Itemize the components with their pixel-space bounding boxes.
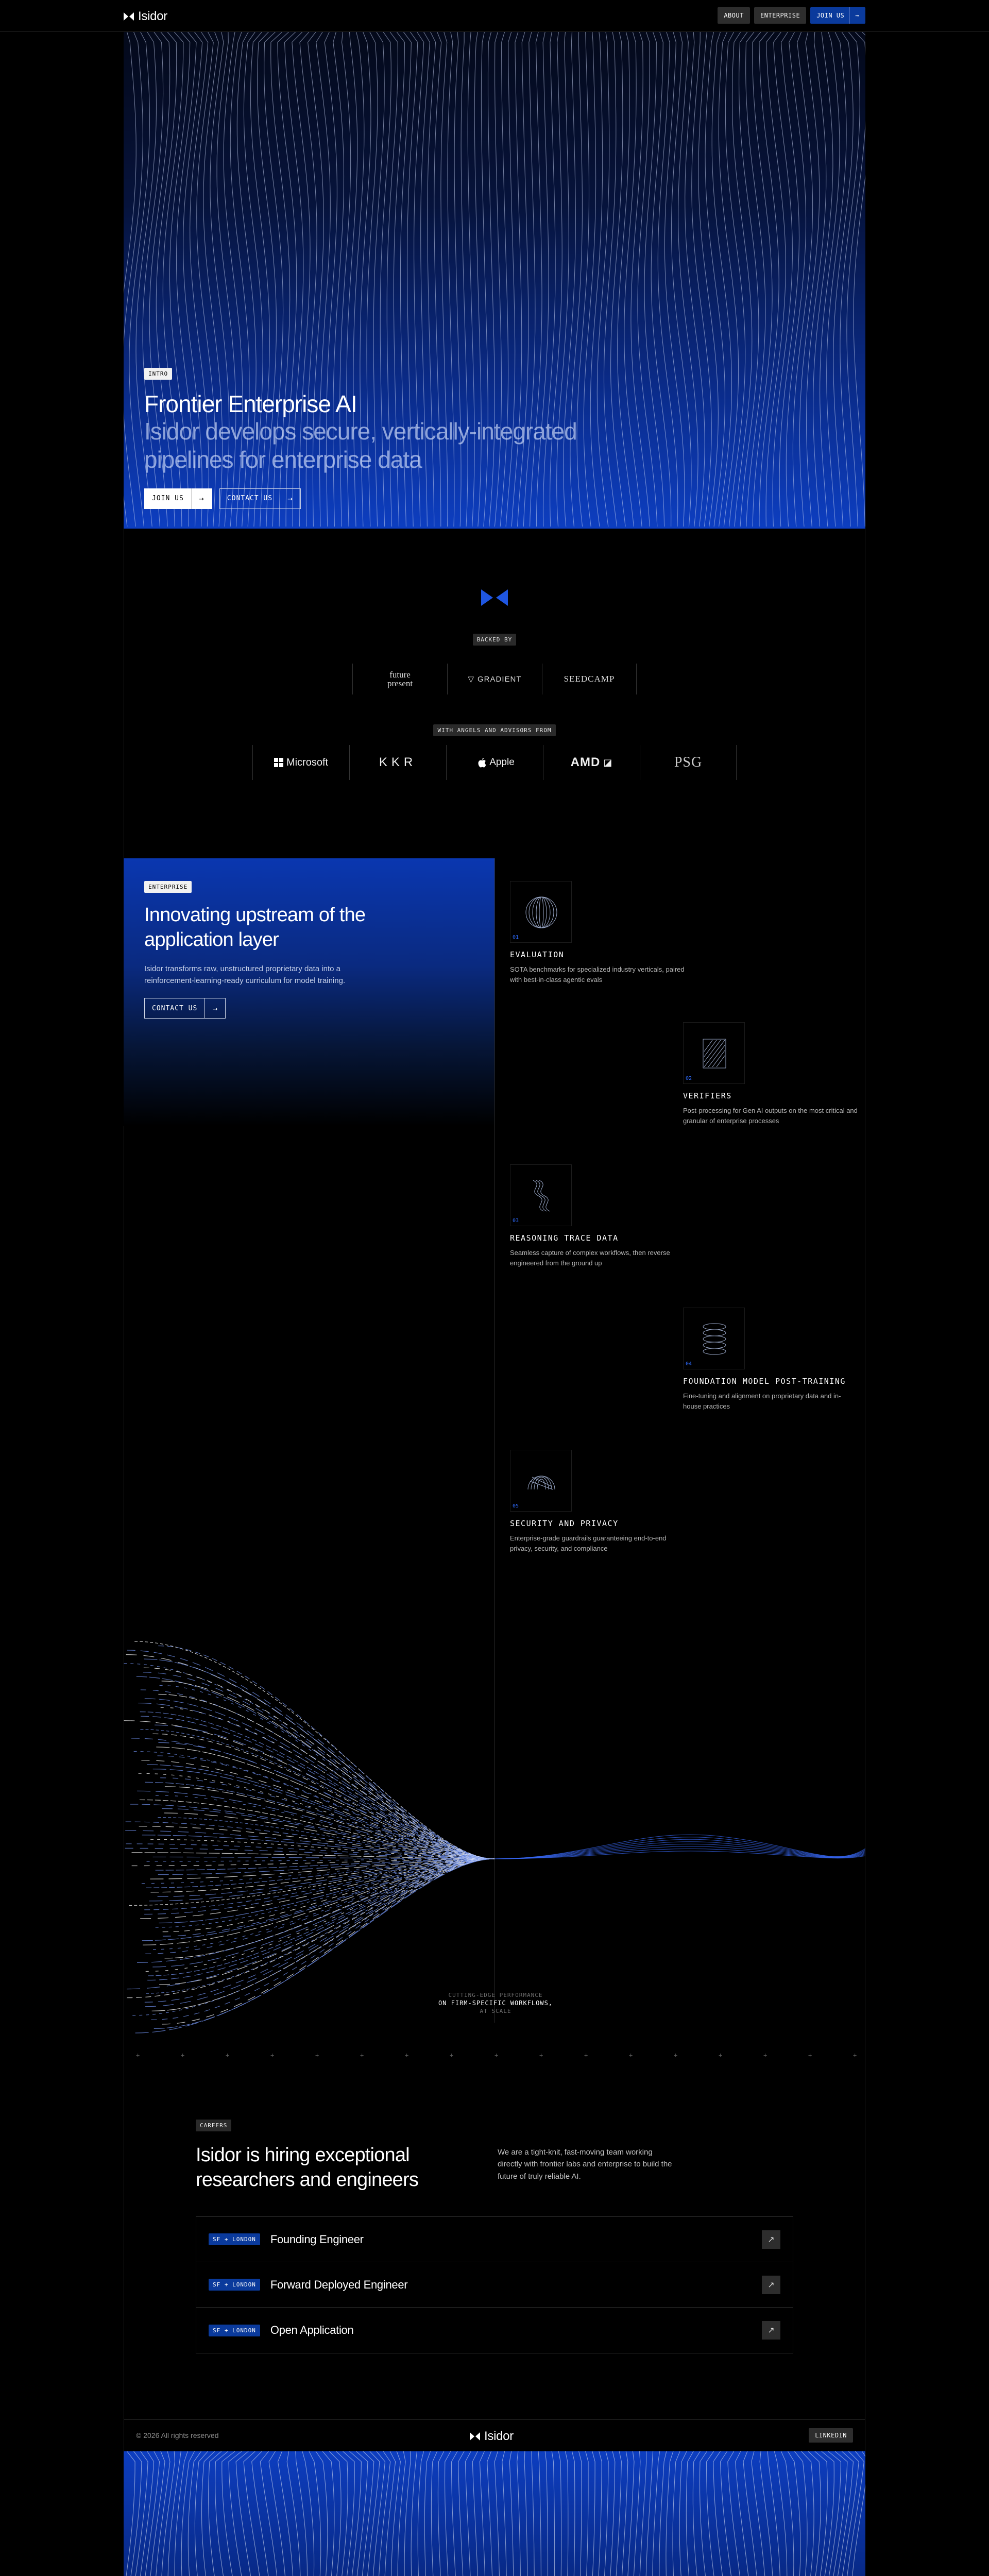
top-nav <box>0 0 989 32</box>
wave-line <box>823 2451 847 2576</box>
tick-mark: + <box>853 2052 857 2059</box>
funnel-stream <box>147 1859 494 1980</box>
tick-mark: + <box>450 2052 454 2059</box>
footer-logo[interactable] <box>470 2429 514 2444</box>
funnel-stream <box>150 1859 494 1892</box>
backed-tag-wrap <box>124 634 865 646</box>
footer-logo-text: Isidor <box>484 2429 514 2443</box>
wave-line <box>618 32 634 527</box>
hero-title: Frontier Enterprise AI <box>144 391 357 417</box>
advisor-logos <box>124 745 865 780</box>
feature-title: SECURITY AND PRIVACY <box>510 1519 619 1528</box>
enterprise-contact-button[interactable] <box>144 998 226 1019</box>
feature-security <box>510 1450 685 1554</box>
microsoft-icon <box>274 758 283 767</box>
feature-reasoning <box>510 1164 685 1268</box>
funnel-stream <box>156 1859 494 1927</box>
arrow-right-icon: → <box>191 488 212 509</box>
funnel-stream <box>153 1859 494 1950</box>
wave-line <box>181 2451 206 2576</box>
arrow-up-right-icon[interactable]: ↗ <box>762 2321 780 2340</box>
nav-actions <box>718 7 865 24</box>
wave-line <box>510 2451 521 2576</box>
feature-title: EVALUATION <box>510 950 565 959</box>
wave-line <box>310 2451 328 2576</box>
enterprise-body: Isidor transforms raw, unstructured proprietary data into a reinforcement-learning-ready curriculum for model training. <box>144 964 346 985</box>
wave-line <box>551 2451 561 2576</box>
feature-title: FOUNDATION MODEL POST-TRAINING <box>683 1377 846 1386</box>
wave-line <box>840 32 860 527</box>
wave-line <box>472 2451 480 2576</box>
wave-line <box>565 2451 575 2576</box>
nav-logo-text: Isidor <box>138 9 167 23</box>
wave-line <box>592 2451 609 2576</box>
reasoning-icon <box>510 1164 572 1226</box>
feature-number: 04 <box>686 1361 692 1367</box>
wave-line <box>202 2451 227 2576</box>
wave-line <box>722 2451 746 2576</box>
wave-line <box>290 2451 308 2576</box>
investor-gradient-logo <box>447 664 542 694</box>
arrow-up-right-icon[interactable]: ↗ <box>762 2230 780 2249</box>
wave-line <box>809 2451 834 2576</box>
advisors-tag: WITH ANGELS AND ADVISORS FROM <box>433 724 555 736</box>
investor-gradient-text: GRADIENT <box>478 674 522 684</box>
careers-description: We are a tight-knit, fast-moving team working directly with frontier labs and enterprise to build the future of truly reliable AI. <box>498 2148 672 2181</box>
tick-mark: + <box>315 2052 319 2059</box>
wave-line <box>719 32 738 527</box>
gradient-mark-icon: ▽ <box>468 675 475 684</box>
job-title: Open Application <box>270 2324 354 2336</box>
feature-title: REASONING TRACE DATA <box>510 1233 619 1243</box>
wave-line <box>161 2451 186 2576</box>
job-location-badge: SF + LONDON <box>209 2279 260 2291</box>
job-row[interactable] <box>196 2262 793 2308</box>
tick-mark: + <box>629 2052 633 2059</box>
wave-line <box>571 2451 583 2576</box>
nav-about-link[interactable]: ABOUT <box>718 7 750 24</box>
post-training-icon <box>683 1308 745 1369</box>
hero-contact-button[interactable] <box>219 488 301 509</box>
wave-line <box>524 2451 535 2576</box>
nav-logo[interactable] <box>124 9 167 24</box>
wave-line <box>344 2451 361 2576</box>
wave-line <box>673 2451 693 2576</box>
arrow-right-icon: → <box>855 12 859 19</box>
hero-join-button[interactable] <box>144 488 212 509</box>
wave-line <box>578 2451 592 2576</box>
wave-line <box>709 2451 733 2576</box>
wave-line <box>269 2451 287 2576</box>
wave-line <box>277 2451 294 2576</box>
wave-line <box>544 2451 555 2576</box>
wave-line <box>531 2451 541 2576</box>
wave-line <box>283 2451 301 2576</box>
tick-mark: + <box>360 2052 364 2059</box>
funnel-stream <box>162 1681 494 1859</box>
hero-join-label: JOIN US <box>152 495 184 503</box>
wave-line <box>337 2451 354 2576</box>
wave-line <box>799 32 819 527</box>
wave-line <box>698 32 718 527</box>
wave-line <box>124 2451 145 2576</box>
wave-line <box>303 2451 321 2576</box>
wave-line <box>357 2451 374 2576</box>
enterprise-tag: ENTERPRISE <box>144 881 192 893</box>
feature-description: Fine-tuning and alignment on proprietary data and in-house practices <box>683 1392 841 1411</box>
footer-art <box>124 2451 865 2576</box>
investor-future-present-logo: future present <box>352 664 447 694</box>
enterprise-title: Innovating upstream of the application layer <box>144 904 366 951</box>
wave-line <box>215 2451 240 2576</box>
job-row[interactable] <box>196 2308 793 2353</box>
wave-line <box>236 2451 260 2576</box>
wave-line <box>803 2451 827 2576</box>
enterprise-contact-label: CONTACT US <box>152 1004 198 1012</box>
linkedin-link[interactable]: LINKEDIN <box>809 2428 853 2443</box>
advisor-psg-logo: PSG <box>640 745 737 780</box>
careers-tag-wrap <box>196 2120 231 2131</box>
funnel-caption-line3: AT SCALE <box>480 2008 511 2014</box>
wave-line <box>705 32 725 527</box>
careers-section <box>124 2059 865 2419</box>
isidor-mark-icon <box>481 589 508 608</box>
hero-text <box>144 368 618 509</box>
tick-mark: + <box>674 2052 678 2059</box>
wave-line <box>742 2451 766 2576</box>
funnel-stream <box>138 1703 494 1859</box>
wave-line <box>431 2451 440 2576</box>
funnel-stream <box>141 1690 494 1859</box>
wave-line <box>756 2451 780 2576</box>
feature-number: 03 <box>513 1218 519 1224</box>
advisor-amd-text: AMD <box>570 755 601 769</box>
advisors-tag-wrap <box>124 724 865 736</box>
job-row[interactable] <box>196 2217 793 2262</box>
job-title: Founding Engineer <box>270 2232 364 2246</box>
enterprise-intro <box>144 881 412 1019</box>
advisor-amd-logo <box>543 745 640 780</box>
wave-line <box>504 2451 514 2576</box>
isidor-logo-icon <box>470 2432 480 2441</box>
wave-line <box>624 32 642 527</box>
tick-mark: + <box>808 2052 812 2059</box>
arrow-up-right-icon[interactable]: ↗ <box>762 2276 780 2294</box>
funnel-stream <box>158 1646 494 1859</box>
wave-line <box>134 2451 159 2576</box>
tick-mark: + <box>136 2052 140 2059</box>
feature-description: Post-processing for Gen AI outputs on the most critical and granular of enterprise processes <box>683 1107 858 1125</box>
funnel-caption-line1: CUTTING-EDGE PERFORMANCE <box>448 1992 543 1998</box>
wave-line <box>384 2451 396 2576</box>
feature-number: 01 <box>513 935 519 940</box>
wave-line <box>762 2451 787 2576</box>
wave-line <box>847 32 865 527</box>
funnel-caption <box>428 1987 564 2020</box>
wave-line <box>391 2451 401 2576</box>
feature-number: 02 <box>686 1076 692 1081</box>
wave-line <box>693 2451 713 2576</box>
enterprise-intro-panel <box>124 858 494 1126</box>
wave-line <box>666 2451 686 2576</box>
funnel-caption-line2: ON FIRM-SPECIFIC WORKFLOWS, <box>438 1999 553 2007</box>
wave-line <box>732 32 752 527</box>
wave-line <box>759 32 779 527</box>
nav-enterprise-link[interactable]: ENTERPRISE <box>754 7 806 24</box>
tick-mark: + <box>719 2052 723 2059</box>
arrow-right-icon: → <box>280 488 300 509</box>
tick-mark: + <box>405 2052 409 2059</box>
wave-line <box>793 32 812 527</box>
wave-line <box>371 2451 385 2576</box>
tick-mark: + <box>270 2052 275 2059</box>
advisor-apple-logo <box>446 745 543 780</box>
tick-mark: + <box>494 2052 499 2059</box>
funnel-section <box>124 1595 865 2059</box>
wave-line <box>195 2451 219 2576</box>
tick-mark: + <box>226 2052 230 2059</box>
wave-line <box>766 32 786 527</box>
wave-line <box>124 2451 137 2576</box>
wave-line <box>769 2451 794 2576</box>
wave-line <box>558 2451 568 2576</box>
wave-line <box>651 32 671 527</box>
wave-line <box>244 2451 267 2576</box>
feature-number: 05 <box>513 1503 519 1509</box>
tick-mark: + <box>181 2052 185 2059</box>
wave-line <box>685 32 705 527</box>
advisor-microsoft-logo <box>252 745 349 780</box>
isidor-logo-icon <box>124 12 134 21</box>
job-list <box>196 2216 793 2353</box>
wave-line <box>398 2451 406 2576</box>
hero-section <box>124 32 865 529</box>
feature-verifiers <box>683 1022 858 1126</box>
wave-line <box>485 2451 494 2576</box>
amd-arrow-icon: ◪ <box>603 757 613 768</box>
advisor-microsoft-text: Microsoft <box>286 756 329 768</box>
wave-line <box>789 2451 814 2576</box>
careers-title: Isidor is hiring exceptional researchers and engineers <box>196 2144 419 2191</box>
funnel-stream <box>143 1859 494 1945</box>
evaluation-icon <box>510 881 572 943</box>
wave-line <box>625 2451 645 2576</box>
wave-line <box>735 2451 760 2576</box>
wave-line <box>698 2451 720 2576</box>
funnel-stream <box>145 1699 494 1859</box>
wave-line <box>631 32 650 527</box>
wave-line <box>222 2451 247 2576</box>
funnel-stream <box>144 1668 494 1859</box>
wave-line <box>646 2451 666 2576</box>
feature-description: Seamless capture of complex workflows, then reverse engineered from the ground up <box>510 1249 670 1267</box>
wave-line <box>479 2451 487 2576</box>
wave-line <box>786 32 806 527</box>
careers-tag: CAREERS <box>196 2120 231 2131</box>
security-icon <box>510 1450 572 1512</box>
wave-line <box>452 2451 461 2576</box>
hero-contact-label: CONTACT US <box>227 495 273 503</box>
feature-title: VERIFIERS <box>683 1091 732 1100</box>
nav-join-button[interactable] <box>810 7 865 24</box>
funnel-stream <box>162 1808 494 1859</box>
feature-description: SOTA benchmarks for specialized industry verticals, paired with best-in-class agentic evals <box>510 965 685 984</box>
job-location-badge: SF + LONDON <box>209 2325 260 2336</box>
enterprise-section <box>124 858 865 1595</box>
job-title: Forward Deployed Engineer <box>270 2278 408 2291</box>
backed-section <box>124 529 865 858</box>
funnel-stream <box>144 1659 494 1859</box>
job-location-badge: SF + LONDON <box>209 2233 260 2245</box>
funnel-stream <box>158 1818 494 1859</box>
wave-line <box>638 32 657 527</box>
wave-line <box>854 32 865 527</box>
wave-line <box>773 32 792 527</box>
hero-tag: INTRO <box>144 368 172 380</box>
funnel-stream <box>126 1655 494 1859</box>
nav-join-separator <box>849 7 850 24</box>
wave-line <box>404 2451 413 2576</box>
wave-line <box>692 32 711 527</box>
hero-subtitle: Isidor develops secure, vertically-integrated pipelines for enterprise data <box>144 417 577 473</box>
wave-line <box>465 2451 473 2576</box>
tick-mark: + <box>539 2052 543 2059</box>
footer <box>124 2419 865 2451</box>
feature-evaluation <box>510 881 685 985</box>
advisor-apple-text: Apple <box>489 757 515 768</box>
nav-join-label: JOIN US <box>816 12 845 19</box>
wave-line <box>364 2451 380 2576</box>
wave-line <box>679 2451 700 2576</box>
wave-line <box>127 2451 151 2576</box>
hero-buttons <box>144 488 618 509</box>
feature-description: Enterprise-grade guardrails guaranteeing end-to-end privacy, security, and compliance <box>510 1534 667 1553</box>
investor-seedcamp-logo: SEEDCAMP <box>542 664 637 694</box>
investor-logos <box>124 664 865 694</box>
arrow-right-icon: → <box>204 998 225 1019</box>
wave-line <box>725 32 745 527</box>
tick-mark: + <box>584 2052 588 2059</box>
tick-mark: + <box>763 2052 768 2059</box>
wave-line <box>704 2451 726 2576</box>
tick-row <box>124 2052 865 2059</box>
verifiers-icon <box>683 1022 745 1084</box>
wave-line <box>491 2451 501 2576</box>
advisor-kkr-logo: KKR <box>349 745 446 780</box>
wave-line <box>445 2451 454 2576</box>
backed-tag: BACKED BY <box>473 634 517 646</box>
footer-wave-art <box>124 2451 865 2576</box>
feature-post-training <box>683 1308 858 1412</box>
funnel-stream <box>158 1694 494 1859</box>
apple-glyph-icon <box>478 758 486 768</box>
copyright-text: © 2026 All rights reserved <box>136 2431 219 2439</box>
wave-line <box>782 2451 807 2576</box>
